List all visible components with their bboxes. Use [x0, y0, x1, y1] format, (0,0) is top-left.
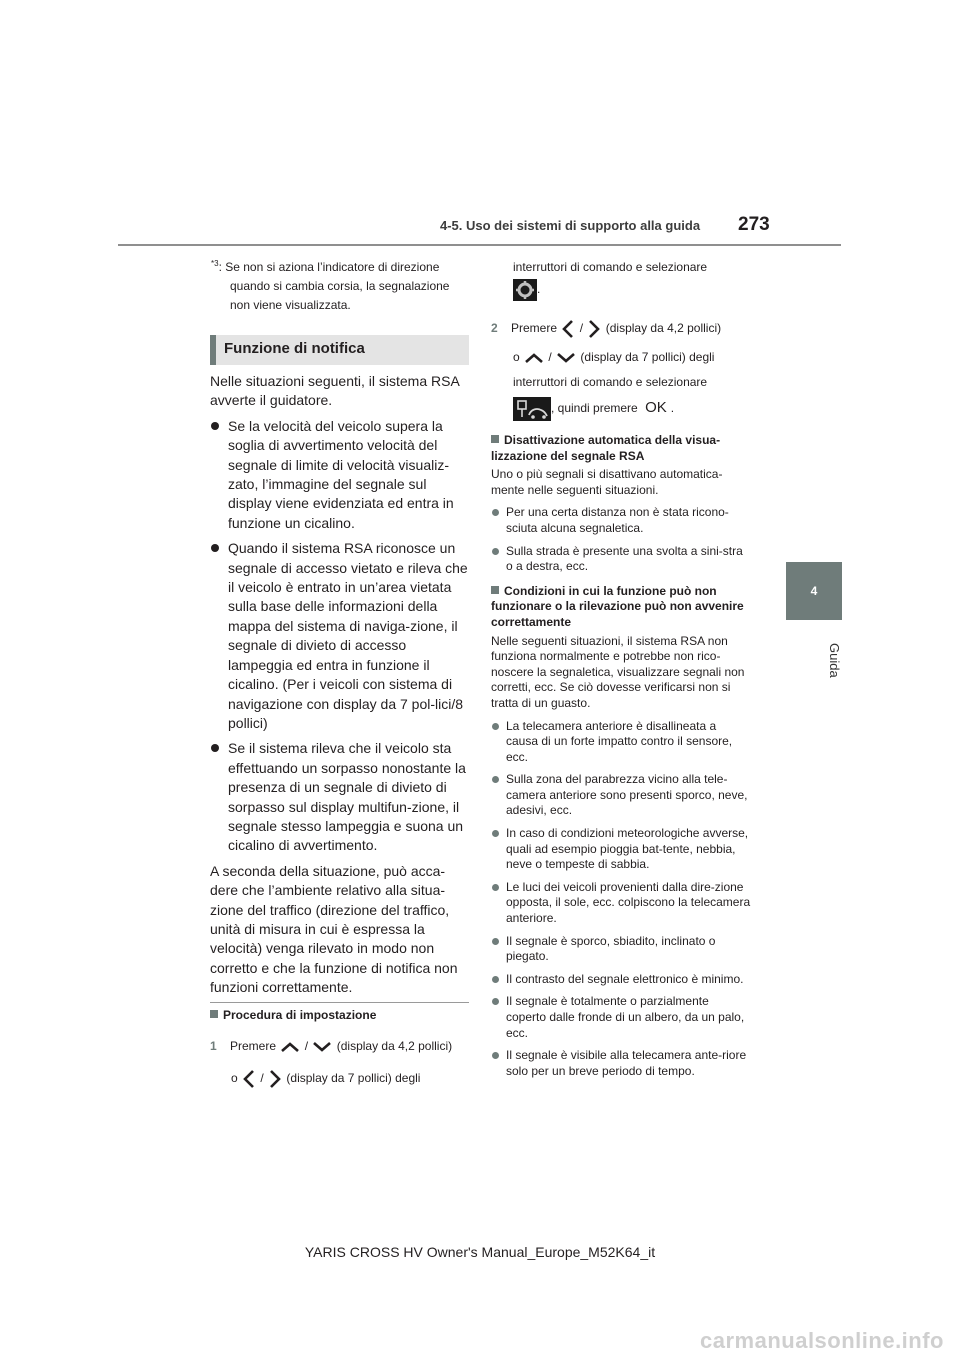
chevron-up-icon	[523, 351, 545, 365]
conditions-heading	[491, 584, 751, 631]
procedure-heading	[210, 1008, 470, 1023]
step-text: .	[670, 401, 675, 416]
chevron-left-icon	[560, 318, 576, 340]
subsection-divider	[210, 1002, 469, 1003]
square-bullet-icon	[491, 586, 499, 594]
gear-icon	[513, 279, 537, 301]
list-item: Per una certa distanza non è stata ricono-sciuta alcuna segnaletica.	[491, 505, 751, 536]
slash: /	[579, 321, 584, 336]
step-text: (display da 4,2 pollici)	[336, 1039, 453, 1053]
list-item: La telecamera anteriore è disallineata a causa di un forte impatto contro il sensore, ecc.	[491, 719, 751, 766]
list-item: Se la velocità del veicolo supera la soglia di avvertimento velocità del segnale di limite di velocità visualiz-zato, l’immagine del segnale sul display viene evidenziata ed entra in funzione un cicalino.	[210, 417, 470, 533]
ok-key-icon: OK	[645, 399, 667, 417]
auto-off-title: Disattivazione automatica della visua-lizzazione del segnale RSA	[491, 433, 721, 463]
watermark: carmanualsonline.info	[700, 1328, 944, 1353]
step-2-line-2	[513, 349, 773, 365]
step-text: Premere	[230, 1039, 277, 1053]
left-column	[210, 372, 470, 998]
closing-paragraph: A seconda della situazione, può acca-dere che l’ambiente relativo alla situa-zione del traffico (direzione del traffico, unità di misura in cui è espressa la velocità) venga rilevato in modo non corretto e che la funzione di notifica non funzioni correttamente.	[210, 862, 458, 996]
chapter-label: Guida	[827, 642, 842, 678]
list-item: Il segnale è visibile alla telecamera ante-riore solo per un breve periodo di tempo.	[491, 1048, 751, 1079]
footer-text: YARIS CROSS HV Owner's Manual_Europe_M52K64_it	[304, 1244, 656, 1260]
chevron-right-icon	[586, 318, 602, 340]
list-item: Sulla strada è presente una svolta a sini-stra o a destra, ecc.	[491, 544, 751, 575]
list-item: Il segnale è sporco, sbiadito, inclinato o piegato.	[491, 934, 751, 965]
list-item: In caso di condizioni meteorologiche avverse, quali ad esempio pioggia bat-tente, nebbia, neve o tempeste di sabbia.	[491, 826, 751, 873]
slash: /	[304, 1039, 309, 1053]
intro-paragraph: Nelle situazioni seguenti, il sistema RSA avverte il guidatore.	[210, 373, 460, 409]
step-1-cont: interruttori di comando e selezionare	[513, 260, 708, 274]
list-item: Quando il sistema RSA riconosce un segnale di accesso vietato e rileva che il veicolo è entrato in un’area vietata sulla base delle informazioni della mappa del sistema di naviga-zione, il segnale di divieto di accesso lampeggia ed entra in funzione il cicalino. (Per i veicoli con sistema di navigazione con display da 7 pol-lici/8 pollici)	[210, 539, 470, 733]
step-text: (display da 7 pollici) degli	[580, 350, 715, 364]
step-text: (display da 7 pollici) degli	[286, 1071, 421, 1086]
chevron-down-icon	[555, 351, 577, 365]
list-item: Sulla zona del parabrezza vicino alla tele-camera anteriore sono presenti sporco, neve, adesivi, ecc.	[491, 772, 751, 819]
conditions-intro: Nelle seguenti situazioni, il sistema RSA non funziona normalmente e potrebbe non rico-noscere la segnaletica, visualizzare segnali non corretti, ecc. Se ciò dovesse verificarsi non si tratta di un guasto.	[491, 633, 745, 710]
step-2-line-3: interruttori di comando e selezionare	[513, 375, 708, 389]
step-text: Premere	[511, 321, 558, 336]
step-number: 1	[210, 1039, 217, 1053]
list-item: Se il sistema rileva che il veicolo sta effettuando un sorpasso nonostante la presenza di un segnale di divieto di sorpasso sul display multifun-zione, il segnale stesso lampeggia e suona un cicalino di avvertimento.	[210, 739, 470, 855]
header-divider	[118, 244, 841, 246]
auto-off-section	[491, 433, 751, 1079]
footnote-line-1: : Se non si aziona l’indicatore di direzione	[218, 260, 440, 274]
step-number: 2	[491, 321, 498, 336]
footnote-line-3: non viene visualizzata.	[230, 298, 351, 312]
step-text: , quindi premere	[551, 401, 638, 416]
footnote	[211, 254, 469, 315]
chevron-down-icon	[311, 1040, 333, 1054]
section-title: Funzione di notifica	[210, 335, 469, 365]
step-2-line-4	[513, 397, 773, 421]
slash: /	[548, 350, 552, 364]
chevron-right-icon	[267, 1068, 283, 1090]
step-1-line-1	[210, 1038, 480, 1054]
square-bullet-icon	[210, 1010, 218, 1018]
list-item: Il segnale è totalmente o parzialmente coperto dalle fronde di un albero, da un palo, ecc.	[491, 994, 751, 1041]
chevron-up-icon	[279, 1040, 301, 1054]
chapter-number: 4	[810, 584, 818, 598]
footnote-line-2: quando si cambia corsia, la segnalazione	[230, 279, 450, 293]
chapter-tab	[786, 562, 842, 620]
chevron-left-icon	[241, 1068, 257, 1090]
conditions-title: Condizioni in cui la funzione può non funzionare o la rilevazione può non avvenire correttamente	[491, 583, 744, 629]
step-1-line-2	[231, 1068, 481, 1090]
footnote-mark: *3	[211, 259, 219, 268]
page-number: 273	[738, 214, 770, 235]
step-text: o	[513, 350, 520, 364]
step-text: o	[231, 1071, 238, 1086]
step-text: (display da 4,2 pollici)	[605, 321, 722, 336]
auto-off-heading	[491, 433, 751, 464]
list-item: Le luci dei veicoli provenienti dalla dire-zione opposta, il sole, ecc. colpiscono la telecamera anteriore.	[491, 880, 751, 927]
auto-off-intro: Uno o più segnali si disattivano automatica-mente nelle seguenti situazioni.	[491, 467, 723, 497]
step-text: .	[537, 282, 541, 297]
section-header: 4-5. Uso dei sistemi di supporto alla guida	[440, 218, 701, 233]
sign-assist-icon	[513, 397, 551, 421]
procedure-title: Procedura di impostazione	[223, 1008, 377, 1022]
list-item: Il contrasto del segnale elettronico è minimo.	[491, 972, 751, 988]
square-bullet-icon	[491, 435, 499, 443]
step-1-settings	[513, 279, 573, 301]
slash: /	[260, 1071, 264, 1086]
step-2-line-1	[491, 318, 771, 340]
